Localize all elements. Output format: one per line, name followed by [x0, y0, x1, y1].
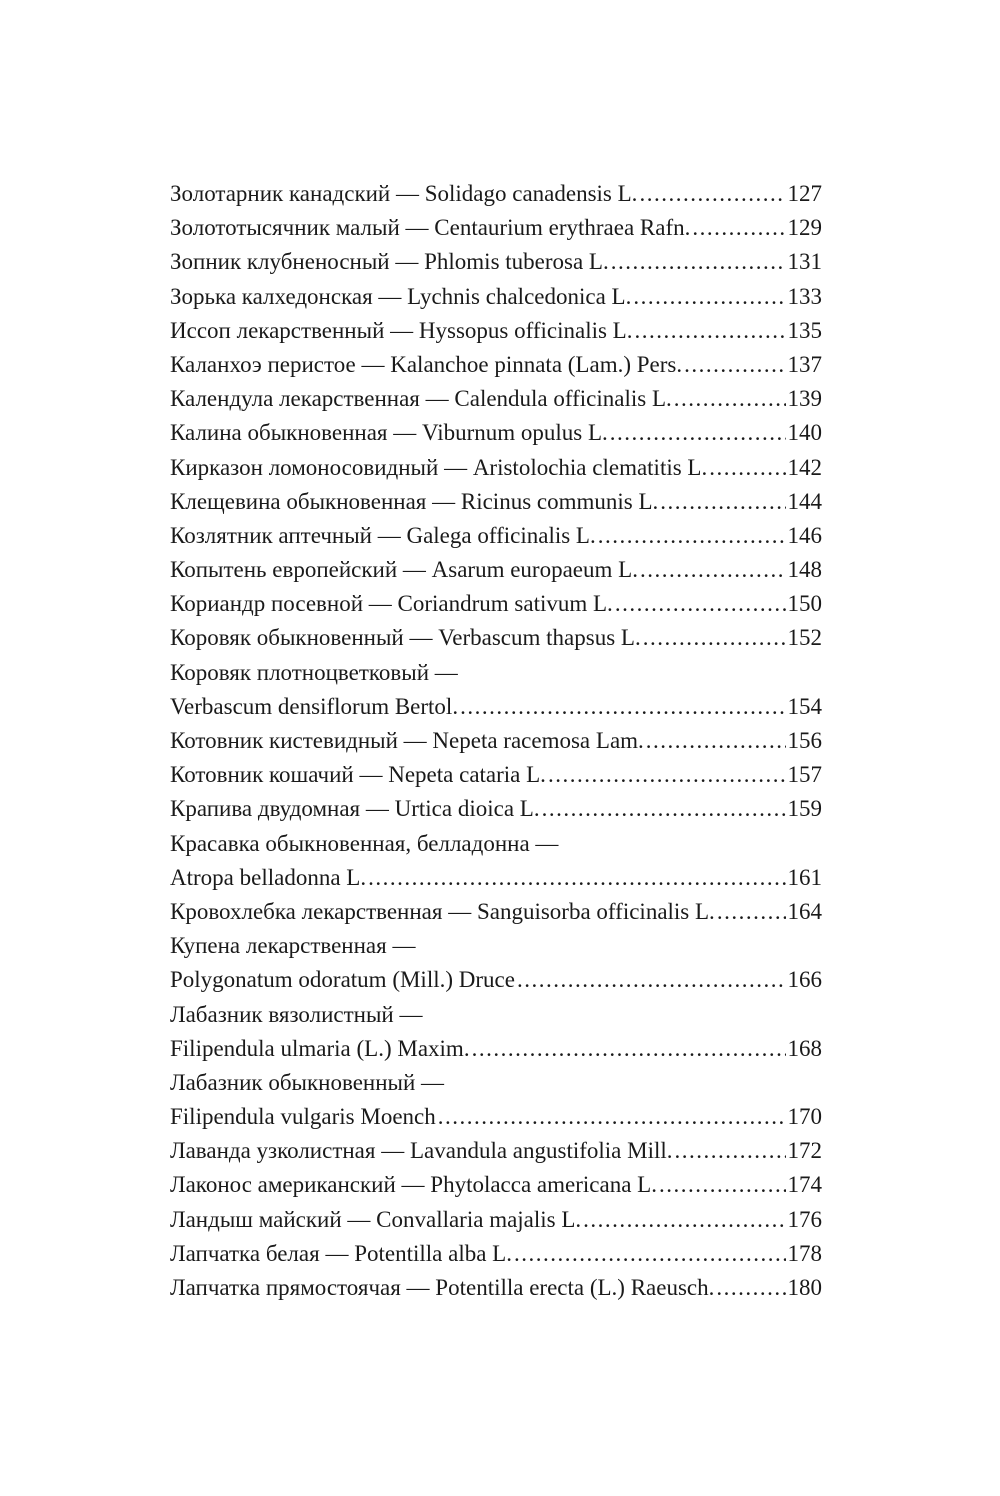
toc-page-number: 146 — [787, 522, 822, 548]
toc-entry-line-final — [170, 1237, 822, 1271]
dot-leader — [640, 553, 786, 587]
toc-entry-line-final — [170, 758, 822, 792]
toc-entry-title: Лапчатка белая — Potentilla alba L. — [170, 1240, 512, 1266]
toc-entry-line-final — [170, 895, 822, 929]
toc-entry-title: Кориандр посевной — Coriandrum sativum L. — [170, 591, 613, 617]
toc-page-number: 161 — [787, 864, 822, 890]
toc-entry-title: Золотарник канадский — Solidago canadensis L. — [170, 181, 638, 206]
dot-leader — [548, 758, 786, 792]
dot-leader — [643, 621, 786, 655]
toc-entry-line-final — [170, 382, 822, 416]
dot-leader — [675, 1134, 786, 1168]
dot-leader — [514, 1237, 786, 1271]
dot-leader — [438, 1100, 786, 1134]
toc-entry — [170, 519, 822, 553]
toc-entry-title: Красавка обыкновенная, белладонна — — [170, 830, 559, 856]
toc-entry-title: Лабазник вязолистный — — [170, 1001, 423, 1027]
toc-entry — [170, 1134, 822, 1168]
toc-entry-line — [170, 1066, 822, 1100]
toc-page-number: 176 — [787, 1206, 822, 1232]
toc-page-number: 180 — [787, 1275, 822, 1300]
toc-entry-line-final — [170, 724, 822, 758]
toc-page-number: 140 — [787, 420, 822, 446]
dot-leader — [368, 861, 785, 895]
table-of-contents — [170, 177, 822, 1305]
dot-leader — [542, 792, 786, 826]
toc-entry-line-final — [170, 553, 822, 587]
toc-entry — [170, 1066, 822, 1134]
dot-leader — [674, 382, 786, 416]
toc-entry — [170, 451, 822, 485]
toc-entry-line-final — [170, 861, 822, 895]
toc-entry-line-final — [170, 1168, 822, 1202]
toc-entry-line-final — [170, 485, 822, 519]
toc-page-number: 157 — [787, 762, 822, 788]
toc-entry-line-final — [170, 348, 822, 382]
toc-entry-line-final — [170, 519, 822, 553]
toc-entry — [170, 621, 822, 655]
toc-entry-line-final — [170, 690, 822, 724]
dot-leader — [709, 451, 785, 485]
toc-entry-title: Зопник клубненосный — Phlomis tuberosa L. — [170, 249, 609, 275]
toc-entry-title: Котовник кистевидный — Nepeta racemosa Lam. — [170, 728, 644, 753]
toc-entry-line-final — [170, 1203, 822, 1237]
dot-leader — [583, 1203, 785, 1237]
toc-entry-line-final — [170, 587, 822, 621]
toc-entry-line-final — [170, 1271, 822, 1305]
dot-leader — [633, 280, 785, 314]
toc-entry-title: Золототысячник малый — Centaurium erythraea Rafn. — [170, 215, 691, 241]
toc-entry-line — [170, 827, 822, 861]
toc-entry-title: Кирказон ломоносовидный — Aristolochia clematitis L. — [170, 454, 708, 480]
toc-page-number: 152 — [787, 625, 822, 651]
dot-leader — [517, 963, 786, 997]
toc-entry — [170, 895, 822, 929]
toc-entry — [170, 314, 822, 348]
dot-leader — [460, 690, 785, 724]
dot-leader — [634, 314, 785, 348]
toc-entry — [170, 280, 822, 314]
toc-entry — [170, 382, 822, 416]
dot-leader — [646, 724, 786, 758]
toc-page-number: 164 — [787, 898, 822, 924]
toc-entry-line — [170, 929, 822, 963]
toc-entry — [170, 1271, 822, 1305]
toc-page-number: 127 — [787, 181, 822, 206]
toc-entry-title: Лаванда узколистная — Lavandula angustifolia Mill. — [170, 1138, 673, 1164]
toc-entry-line-final — [170, 963, 822, 997]
toc-entry-title: Клещевина обыкновенная — Ricinus communis L. — [170, 488, 659, 514]
toc-entry-title: Котовник кошачий — Nepeta cataria L. — [170, 762, 546, 788]
toc-entry-title: Лапчатка прямостоячая — Potentilla erecta (L.) Raeusch. — [170, 1275, 715, 1300]
toc-entry-line-final — [170, 314, 822, 348]
toc-page-number: 172 — [787, 1138, 822, 1164]
toc-entry-title: Иссоп лекарственный — Hyssopus officinalis L. — [170, 317, 633, 343]
toc-page-number: 135 — [787, 317, 822, 343]
toc-page-number: 178 — [787, 1240, 822, 1266]
dot-leader — [472, 1032, 786, 1066]
toc-entry-title: Atropa belladonna L. — [170, 864, 367, 890]
toc-page-number: 139 — [787, 386, 822, 412]
toc-entry-title: Кровохлебка лекарственная — Sanguisorba officinalis L. — [170, 898, 715, 924]
dot-leader — [598, 519, 786, 553]
toc-entry — [170, 1237, 822, 1271]
toc-entry-title: Verbascum densiflorum Bertol. — [170, 693, 459, 719]
toc-entry-line-final — [170, 1134, 822, 1168]
dot-leader — [611, 245, 786, 279]
toc-entry — [170, 792, 822, 826]
toc-page-number: 170 — [787, 1104, 822, 1130]
dot-leader — [717, 895, 786, 929]
toc-entry — [170, 998, 822, 1066]
dot-leader — [660, 485, 785, 519]
toc-entry-title: Зорька калхедонская — Lychnis chalcedonica L. — [170, 283, 632, 309]
toc-page-number: 137 — [787, 351, 822, 377]
toc-entry-title: Купена лекарственная — — [170, 933, 416, 959]
toc-entry — [170, 656, 822, 724]
toc-entry — [170, 929, 822, 997]
dot-leader — [659, 1168, 786, 1202]
toc-entry-title: Календула лекарственная — Calendula officinalis L. — [170, 386, 672, 412]
toc-entry-line-final — [170, 245, 822, 279]
toc-page-number: 166 — [787, 967, 822, 993]
toc-entry-line-final — [170, 211, 822, 245]
toc-page-number: 168 — [787, 1035, 822, 1061]
toc-page-number: 150 — [787, 591, 822, 617]
toc-entry-title: Каланхоэ перистое — Kalanchoe pinnata (Lam.) Pers. — [170, 351, 683, 377]
toc-entry — [170, 177, 822, 211]
toc-entry-line-final — [170, 416, 822, 450]
toc-entry — [170, 348, 822, 382]
toc-page-number: 142 — [787, 454, 822, 480]
toc-page-number: 133 — [787, 283, 822, 309]
toc-entry-title: Калина обыкновенная — Viburnum opulus L. — [170, 420, 608, 446]
toc-entry-title: Крапива двудомная — Urtica dioica L. — [170, 796, 540, 822]
toc-entry — [170, 587, 822, 621]
toc-entry — [170, 724, 822, 758]
toc-entry — [170, 553, 822, 587]
toc-entry-line — [170, 656, 822, 690]
toc-entry-line-final — [170, 621, 822, 655]
toc-page-number: 131 — [787, 249, 822, 275]
toc-entry — [170, 211, 822, 245]
toc-entry-title: Коровяк обыкновенный — Verbascum thapsus L. — [170, 625, 641, 651]
toc-entry-title: Лаконос американский — Phytolacca americana L. — [170, 1172, 657, 1198]
dot-leader — [692, 211, 785, 245]
toc-entry-title: Козлятник аптечный — Galega officinalis L. — [170, 522, 596, 548]
toc-entry-title: Polygonatum odoratum (Mill.) Druce — [170, 967, 515, 993]
toc-page-number: 154 — [787, 693, 822, 719]
toc-entry-line — [170, 998, 822, 1032]
toc-entry — [170, 416, 822, 450]
toc-entry — [170, 485, 822, 519]
toc-entry-title: Коровяк плотноцветковый — — [170, 659, 458, 685]
toc-entry-title: Копытень европейский — Asarum europaeum L. — [170, 557, 638, 583]
toc-entry-title: Filipendula ulmaria (L.) Maxim. — [170, 1035, 470, 1061]
dot-leader — [684, 348, 785, 382]
toc-page-number: 156 — [787, 728, 822, 753]
toc-entry-line-final — [170, 1032, 822, 1066]
dot-leader — [615, 587, 786, 621]
toc-page-number: 159 — [787, 796, 822, 822]
toc-page-number: 174 — [787, 1172, 822, 1198]
toc-entry-title: Лабазник обыкновенный — — [170, 1069, 445, 1095]
toc-entry — [170, 1168, 822, 1202]
dot-leader — [639, 177, 785, 211]
toc-page-number: 148 — [787, 557, 822, 583]
toc-entry — [170, 827, 822, 895]
toc-entry — [170, 245, 822, 279]
toc-entry-line-final — [170, 1100, 822, 1134]
toc-entry-line-final — [170, 280, 822, 314]
toc-entry-title: Ландыш майский — Convallaria majalis L. — [170, 1206, 582, 1232]
toc-entry-line-final — [170, 177, 822, 211]
toc-page-number: 129 — [787, 215, 822, 241]
toc-entry-title: Filipendula vulgaris Moench — [170, 1104, 436, 1130]
toc-page-number: 144 — [787, 488, 822, 514]
dot-leader — [716, 1271, 785, 1305]
toc-entry — [170, 758, 822, 792]
toc-entry-line-final — [170, 792, 822, 826]
toc-entry — [170, 1203, 822, 1237]
toc-entry-line-final — [170, 451, 822, 485]
dot-leader — [610, 416, 786, 450]
